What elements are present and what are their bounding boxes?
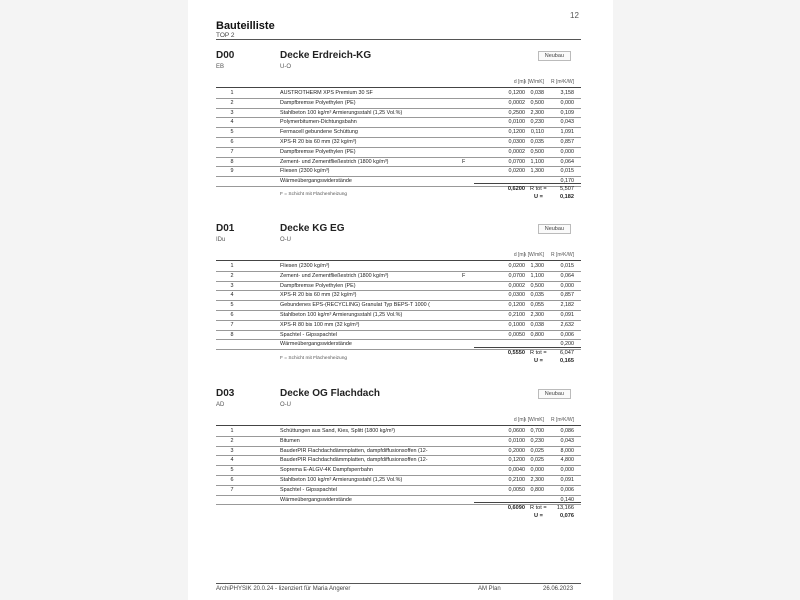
layer-lambda: 1,100 — [530, 158, 544, 165]
table-row — [216, 272, 581, 282]
layer-resistance: 0,091 — [560, 476, 574, 483]
status-badge: Neubau — [538, 389, 571, 399]
layer-material: Fliesen (2300 kg/m³) — [280, 168, 330, 175]
layer-lambda: 0,038 — [530, 321, 544, 328]
component-type-code: EB — [216, 64, 225, 70]
component-name: Decke KG EG — [280, 223, 345, 234]
layer-thickness: 0,1200 — [508, 302, 525, 309]
table-header-divider — [216, 87, 581, 88]
layer-thickness: 0,2500 — [508, 109, 525, 116]
column-header-r: R [m²K/W] — [550, 79, 574, 85]
layer-thickness: 0,0002 — [508, 282, 525, 289]
layer-thickness: 0,0100 — [508, 119, 525, 126]
total-thickness: 0,5550 — [507, 349, 525, 356]
layer-number: 5 — [230, 129, 234, 136]
status-badge: Neubau — [538, 51, 571, 61]
u-value-label: U = — [534, 513, 543, 520]
table-row — [216, 282, 581, 292]
table-row — [216, 291, 581, 301]
layer-material: AUSTROTHERM XPS Premium 30 SF — [280, 90, 373, 96]
layer-number: 1 — [230, 90, 234, 96]
total-thickness: 0,6090 — [507, 505, 525, 512]
totals-divider — [474, 502, 581, 503]
layer-thickness: 0,1200 — [508, 90, 525, 96]
layer-material: XPS-R 20 bis 60 mm (32 kg/m³) — [280, 292, 357, 299]
u-value: 0,076 — [560, 513, 574, 520]
layer-resistance: 0,170 — [560, 178, 574, 185]
layer-resistance: 8,000 — [560, 447, 574, 454]
layer-material: Dampfbremse Polyethylen (PE) — [280, 99, 356, 106]
u-value: 0,165 — [560, 357, 574, 364]
layer-lambda: 0,035 — [530, 138, 544, 145]
r-total-label: R tot = — [530, 505, 547, 512]
layer-thickness: 0,0002 — [508, 148, 525, 155]
layer-number: 5 — [230, 302, 234, 309]
column-header-lambda: λ [W/mK] — [523, 252, 544, 258]
layer-lambda: 2,300 — [530, 476, 544, 483]
layer-material: Fermacell gebundene Schüttung — [280, 129, 358, 136]
layer-material: XPS-R 80 bis 100 mm (32 kg/m³) — [280, 321, 360, 328]
column-header-r: R [m²K/W] — [550, 417, 574, 423]
layer-number: 2 — [230, 437, 234, 444]
layer-resistance: 0,091 — [560, 311, 574, 318]
layer-table — [216, 427, 581, 505]
layer-material: Schüttungen aus Sand, Kies, Splitt (1800 kg/m³) — [280, 428, 396, 434]
layer-material: Wärmeübergangswiderstände — [280, 341, 352, 348]
layer-lambda: 0,025 — [530, 457, 544, 464]
column-header-d: d [m] — [513, 417, 525, 423]
layer-resistance: 0,006 — [560, 486, 574, 493]
table-row — [216, 167, 581, 177]
layer-heating-flag: F — [462, 272, 466, 279]
layer-thickness: 0,0600 — [508, 428, 525, 434]
layer-lambda: 0,025 — [530, 447, 544, 454]
layer-table — [216, 262, 581, 350]
table-row — [216, 118, 581, 128]
component-type-code: IDu — [216, 237, 226, 243]
layer-material: Zement- und Zementfließestrich (1800 kg/m³) — [280, 272, 389, 279]
layer-resistance: 0,086 — [560, 428, 574, 434]
layer-number: 9 — [230, 168, 234, 175]
footer-divider — [216, 583, 581, 584]
layer-thickness: 0,1000 — [508, 321, 525, 328]
table-row — [216, 89, 581, 99]
layer-material: Spachtel - Gipsspachtel — [280, 331, 337, 338]
layer-number: 2 — [230, 272, 234, 279]
layer-thickness: 0,0100 — [508, 437, 525, 444]
layer-number: 3 — [230, 282, 234, 289]
table-header-divider — [216, 260, 581, 261]
component-orientation: U-O — [280, 64, 291, 70]
layer-lambda: 0,035 — [530, 292, 544, 299]
table-row — [216, 466, 581, 476]
layer-thickness: 0,1200 — [508, 129, 525, 136]
layer-number: 7 — [230, 148, 234, 155]
totals-divider — [474, 183, 581, 184]
table-row — [216, 496, 581, 506]
layer-thickness: 0,0300 — [508, 138, 525, 145]
u-value-label: U = — [534, 194, 543, 200]
layer-number: 1 — [230, 428, 234, 434]
table-row — [216, 437, 581, 447]
layer-material: Stahlbeton 100 kg/m³ Armierungsstahl (1,25 Vol.%) — [280, 311, 403, 318]
layer-resistance: 2,182 — [560, 302, 574, 309]
layer-number: 4 — [230, 292, 234, 299]
table-row — [216, 476, 581, 486]
layer-lambda: 0,230 — [530, 437, 544, 444]
u-value-label: U = — [534, 357, 543, 364]
layer-material: Dampfbremse Polyethylen (PE) — [280, 148, 356, 155]
page-title: Bauteilliste — [216, 20, 275, 32]
layer-lambda: 0,055 — [530, 302, 544, 309]
table-row — [216, 148, 581, 158]
layer-number: 8 — [230, 158, 234, 165]
layer-resistance: 0,043 — [560, 119, 574, 126]
layer-thickness: 0,0002 — [508, 99, 525, 106]
layer-thickness: 0,2100 — [508, 476, 525, 483]
layer-lambda: 0,038 — [530, 90, 544, 96]
layer-number: 3 — [230, 447, 234, 454]
layer-lambda: 2,300 — [530, 109, 544, 116]
layer-number: 6 — [230, 476, 234, 483]
layer-number: 7 — [230, 321, 234, 328]
layer-lambda: 2,300 — [530, 311, 544, 318]
layer-resistance: 0,006 — [560, 331, 574, 338]
table-row — [216, 427, 581, 437]
layer-resistance: 0,015 — [560, 168, 574, 175]
layer-material: Gebundenes EPS-(RECYCLING) Granulat Typ BEPS-T 1000 ( — [280, 302, 430, 309]
layer-lambda: 0,500 — [530, 148, 544, 155]
layer-lambda: 0,700 — [530, 428, 544, 434]
layer-thickness: 0,0050 — [508, 331, 525, 338]
table-header-divider — [216, 425, 581, 426]
layer-lambda: 0,500 — [530, 282, 544, 289]
layer-resistance: 4,800 — [560, 457, 574, 464]
layer-thickness: 0,0300 — [508, 292, 525, 299]
r-total-label: R tot = — [530, 349, 547, 356]
layer-lambda: 0,800 — [530, 486, 544, 493]
layer-thickness: 0,2100 — [508, 311, 525, 318]
layer-material: Wärmeübergangswiderstände — [280, 178, 352, 185]
page-number: 12 — [570, 11, 579, 20]
layer-lambda: 0,800 — [530, 331, 544, 338]
component-name: Decke Erdreich-KG — [280, 50, 372, 61]
table-row — [216, 486, 581, 496]
layer-resistance: 0,064 — [560, 272, 574, 279]
page-subtitle: TOP 2 — [216, 32, 235, 39]
layer-number: 6 — [230, 138, 234, 145]
heating-note: F = Schicht mit Flächenheizung — [280, 355, 348, 361]
table-row — [216, 262, 581, 272]
layer-resistance: 0,043 — [560, 437, 574, 444]
layer-thickness: 0,0200 — [508, 263, 525, 269]
layer-lambda: 1,100 — [530, 272, 544, 279]
layer-material: Bitumen — [280, 437, 300, 444]
layer-thickness: 0,2000 — [508, 447, 525, 454]
layer-lambda: 0,000 — [530, 467, 544, 474]
table-row — [216, 447, 581, 457]
layer-resistance: 1,091 — [560, 129, 574, 136]
layer-material: Polymerbitumen-Dichtungsbahn — [280, 119, 357, 126]
layer-number: 5 — [230, 467, 234, 474]
layer-material: Stahlbeton 100 kg/m³ Armierungsstahl (1,25 Vol.%) — [280, 109, 403, 116]
footer-project: AM Plan — [478, 586, 501, 592]
document-page — [188, 0, 613, 600]
footer-license: ArchiPHYSIK 20.0.24 - lizenziert für Maria Angerer — [216, 586, 351, 592]
layer-resistance: 0,109 — [560, 109, 574, 116]
column-header-lambda: λ [W/mK] — [523, 79, 544, 85]
layer-number: 7 — [230, 486, 234, 493]
title-divider — [216, 39, 581, 40]
layer-resistance: 0,200 — [560, 341, 574, 348]
layer-table — [216, 89, 581, 187]
layer-material: Wärmeübergangswiderstände — [280, 496, 352, 503]
table-row — [216, 331, 581, 341]
layer-material: Zement- und Zementfließestrich (1800 kg/m³) — [280, 158, 389, 165]
layer-thickness: 0,0700 — [508, 272, 525, 279]
layer-resistance: 0,015 — [560, 263, 574, 269]
r-total-value: 13,166 — [556, 505, 574, 512]
layer-resistance: 0,140 — [560, 496, 574, 503]
component-name: Decke OG Flachdach — [280, 388, 381, 399]
table-row — [216, 321, 581, 331]
layer-resistance: 0,857 — [560, 138, 574, 145]
layer-thickness: 0,0700 — [508, 158, 525, 165]
layer-resistance: 0,000 — [560, 467, 574, 474]
layer-thickness: 0,0040 — [508, 467, 525, 474]
layer-resistance: 3,158 — [560, 90, 574, 96]
layer-number: 2 — [230, 99, 234, 106]
layer-thickness: 0,0200 — [508, 168, 525, 175]
layer-resistance: 0,064 — [560, 158, 574, 165]
component-type-code: AD — [216, 402, 225, 408]
r-total-value: 6,047 — [560, 349, 574, 356]
layer-material: Fliesen (2300 kg/m³) — [280, 263, 330, 269]
layer-lambda: 0,230 — [530, 119, 544, 126]
totals-divider — [474, 347, 581, 348]
component-orientation: O-U — [280, 237, 291, 243]
layer-lambda: 1,300 — [530, 263, 544, 269]
table-row — [216, 158, 581, 168]
status-badge: Neubau — [538, 224, 571, 234]
table-row — [216, 311, 581, 321]
heating-note: F = Schicht mit Flächenheizung — [280, 192, 348, 197]
table-row — [216, 301, 581, 311]
layer-lambda: 0,500 — [530, 99, 544, 106]
layer-resistance: 0,000 — [560, 148, 574, 155]
layer-lambda: 1,300 — [530, 168, 544, 175]
layer-resistance: 0,857 — [560, 292, 574, 299]
layer-material: Stahlbeton 100 kg/m³ Armierungsstahl (1,25 Vol.%) — [280, 476, 403, 483]
r-total-label: R tot = — [530, 186, 547, 192]
table-row — [216, 340, 581, 350]
layer-thickness: 0,0050 — [508, 486, 525, 493]
layer-thickness: 0,1200 — [508, 457, 525, 464]
layer-number: 4 — [230, 457, 234, 464]
layer-resistance: 0,000 — [560, 282, 574, 289]
column-header-d: d [m] — [513, 79, 525, 85]
layer-material: Soprema E-ALGV-4K Dampfsperrbahn — [280, 467, 373, 474]
layer-number: 6 — [230, 311, 234, 318]
footer-date: 26.06.2023 — [543, 586, 574, 592]
layer-material: BauderPIR Flachdachdämmplatten, dampfdiffusionsoffen (12- — [280, 457, 428, 464]
layer-number: 1 — [230, 263, 234, 269]
table-row — [216, 109, 581, 119]
component-code: D00 — [216, 50, 235, 61]
table-row — [216, 456, 581, 466]
u-value: 0,182 — [560, 194, 574, 200]
layer-lambda: 0,110 — [530, 129, 544, 136]
component-code: D03 — [216, 388, 235, 399]
table-row — [216, 99, 581, 109]
component-orientation: O-U — [280, 402, 291, 408]
column-header-d: d [m] — [513, 252, 525, 258]
column-header-r: R [m²K/W] — [550, 252, 574, 258]
table-row — [216, 138, 581, 148]
layer-material: XPS-R 20 bis 60 mm (32 kg/m³) — [280, 138, 357, 145]
layer-number: 4 — [230, 119, 234, 126]
layer-number: 8 — [230, 331, 234, 338]
layer-heating-flag: F — [462, 158, 466, 165]
layer-resistance: 0,000 — [560, 99, 574, 106]
layer-material: Dampfbremse Polyethylen (PE) — [280, 282, 356, 289]
r-total-value: 5,507 — [560, 186, 574, 192]
layer-number: 3 — [230, 109, 234, 116]
table-row — [216, 128, 581, 138]
total-thickness: 0,6200 — [507, 186, 525, 192]
column-header-lambda: λ [W/mK] — [523, 417, 544, 423]
layer-resistance: 2,632 — [560, 321, 574, 328]
component-code: D01 — [216, 223, 235, 234]
layer-material: Spachtel - Gipsspachtel — [280, 486, 337, 493]
layer-material: BauderPIR Flachdachdämmplatten, dampfdiffusionsoffen (12- — [280, 447, 428, 454]
